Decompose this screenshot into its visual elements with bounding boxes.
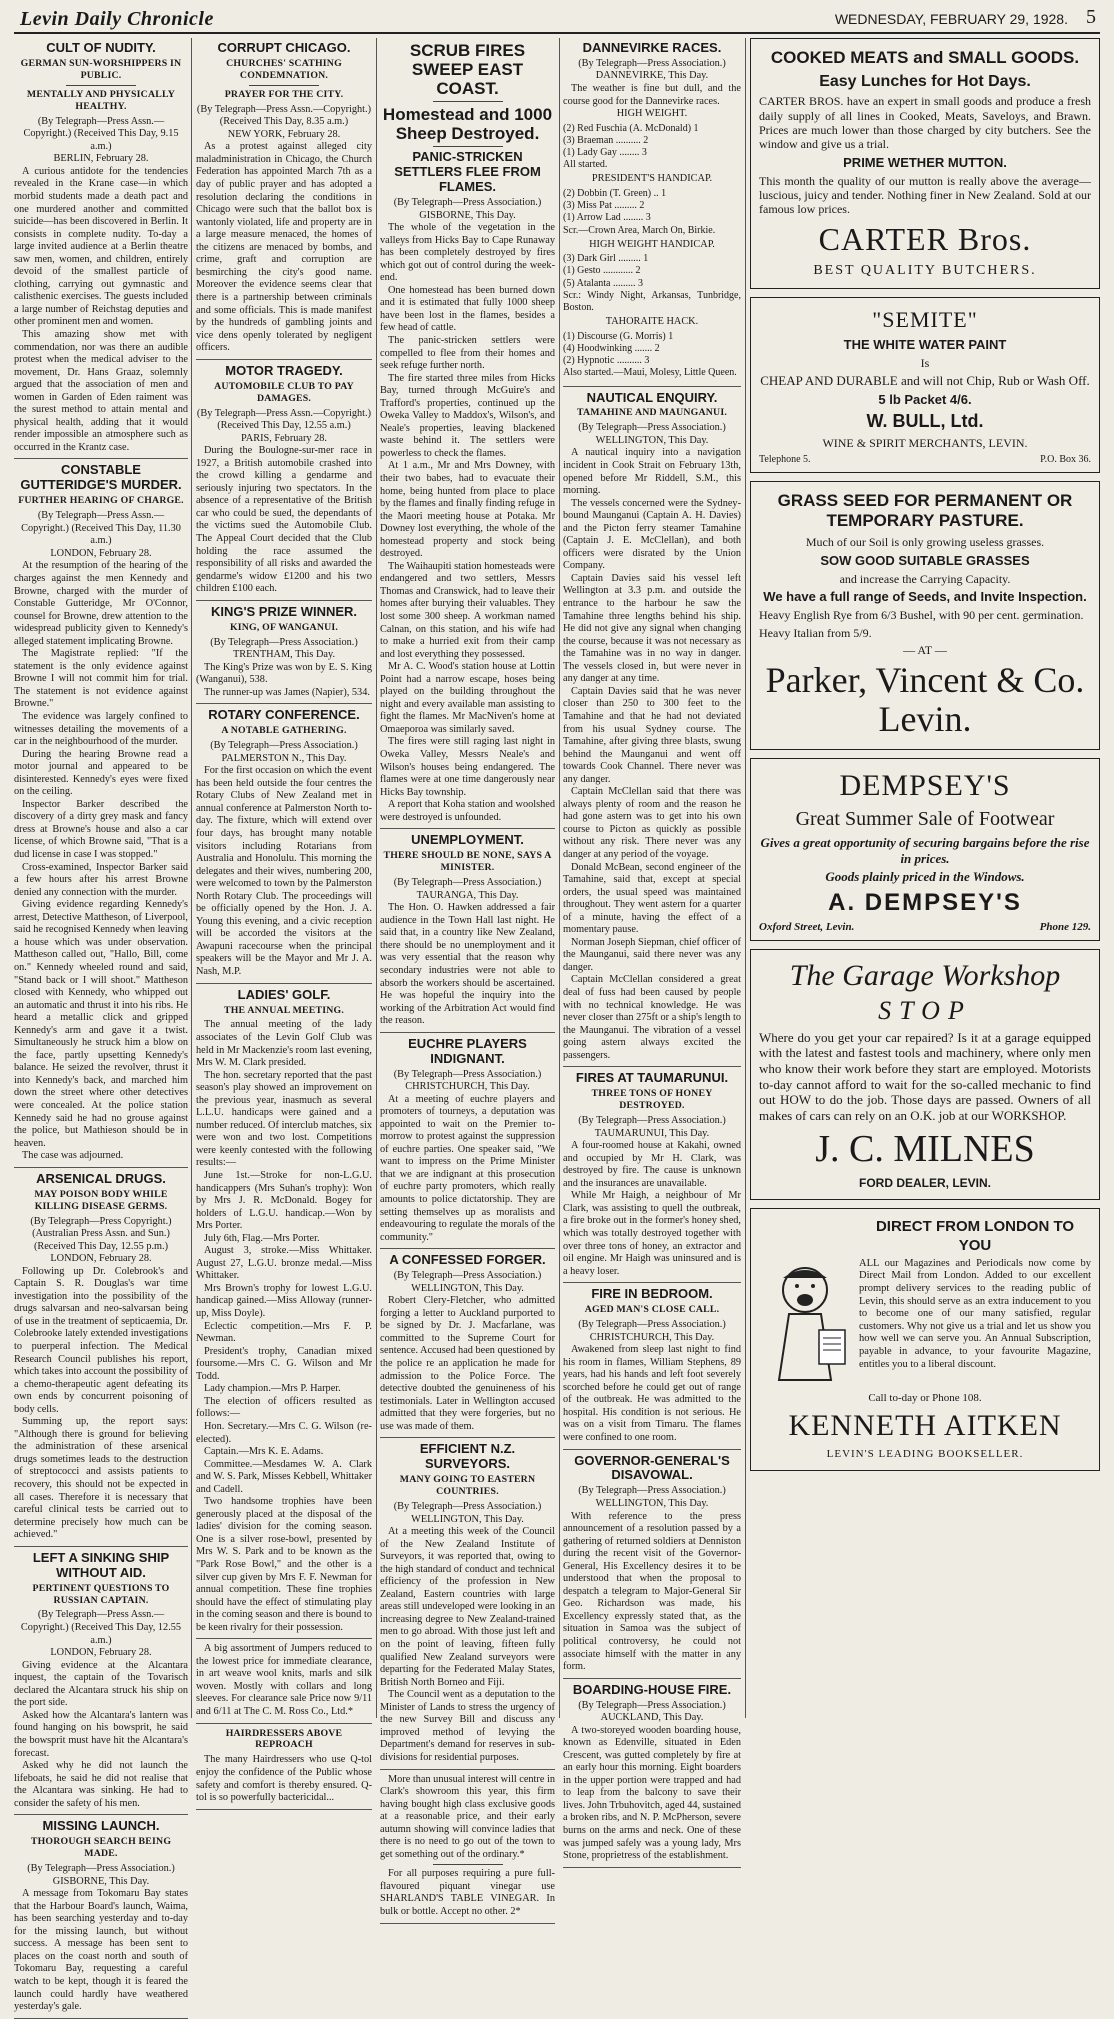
paragraph: The fires were still raging last night in Oweka Valley, Messrs Neale's and Wilson's houses being endangered. The flames were at one time dangerously near Hicks Bay township. [380, 736, 555, 798]
byline: (By Telegraph—Press Association.) [578, 422, 726, 434]
paragraph: A message from Tokomaru Bay states that the Harbour Board's launch, Waima, has been searching yesterday and to-day for the missing launch, but without success. A message has been sent to places on the coast north and south of Tokomaru Bay, requesting a careful watch to be kept, though it is feared the launch could hardly have weathered yesterday's gale. [14, 1888, 188, 2013]
article-scrub-fires [380, 41, 555, 829]
paragraph: Two handsome trophies have been generously placed at the disposal of the ladies' division for the coming season. One is a silver rose-bowl, presented by Mrs W. S. Park and to be known as the "Park Rose Bowl," and the other is a silver cup given by Mrs F. F. Newman for annual competition. These fine trophies should have the effect of stimulating play in the coming season and there is bound to be keen rivalry for their possession. [196, 1496, 372, 1633]
article-nautical-enquiry [563, 391, 741, 1068]
ad-line: Heavy English Rye from 6/3 Bushel, with 90 per cent. germination. [759, 608, 1084, 623]
article-arsenical-drugs [14, 1172, 188, 1547]
result-line: (2) Dobbin (T. Green) .. 1 [563, 187, 667, 199]
paragraph: The Magistrate replied: "If the statement is the only evidence against Browne I will not commit him for trial. The statement is not evidence against Browne." [14, 648, 188, 710]
paragraph: During the Boulogne-sur-mer race in 1927, a British automobile crashed into the crowd killing a gendarme and seriously injuring two spectators. In the absence of a representative of the British car who could be sued, the dependants of the victims sued the Automobile Club. The Appeal Court decided that the Club holding the race assumed the responsibility of all risks and awarded the gendarme's widow £1200 and his two children £100 each. [196, 445, 372, 595]
paragraph: The annual meeting of the lady associates of the Levin Golf Club was held in Mr Mackenzie's room last evening, Mrs W. M. Clark presided. [196, 1019, 372, 1069]
paragraph: A curious antidote for the tendencies revealed in the Krane case—in which morbid students made a death pact and one murdered another and committed suicide—has been discovered in Berlin. It consists in complete nudity. To-day a large invited audience at a Berlin theatre saw men, women, and children, entirely devoid of the smallest particle of clothing, carrying out gymnastic and calisthenic exercises. The guests included a large number of Reichstag deputies and other prominent men and women. [14, 165, 188, 328]
newsboy-illustration [759, 1260, 851, 1388]
divider [433, 101, 503, 102]
paragraph: This amazing show met with commendation, nor was there an audible protest when the medical adviser to the movement, Dr. Hans Graaz, solemnly argued that the association of men and women in Garden of Eden raiment was the surest method to attain mental and physical health, adding that it would render impossible an atmosphere such as occurred in the Krantz case. [14, 328, 188, 453]
ad-line: CHEAP AND DURABLE and will not Chip, Rub or Wash Off. [760, 373, 1090, 389]
headline: LADIES' GOLF. [237, 986, 331, 1002]
paragraph: Asked how the Alcantara's lantern was found hanging on his bowsprit, he said the bowsprit must have hit the Alcantara's forecast. [14, 1709, 188, 1759]
race-results [563, 253, 741, 314]
byline: (By Telegraph—Press Assn.—Copyright.) (Received This Day, 11.30 a.m.) [21, 510, 181, 547]
paragraph: Giving evidence regarding Kennedy's arrest, Detective Mattheson, of Liverpool, said he recognised Kennedy when leaving a house which was under observation. Mattheson called out, "Hallo, Bill, come on." Kennedy wheeled round and said, "Stand back or I will shoot." Mattheson closed with Kennedy, who whipped out an automatic and thrust it into his ribs. He heard a metallic click and gripped Kennedy's arm and gave it a twist. Simultaneously he struck him a blow on the face, partly upsetting Kennedy's balance. He seized the revolver, thrust it into Kennedy's back, and marched him down the street where other detectives were concealed. At the police station Kennedy said he had no grouse against the police, but Mathieson should be in heaven. [14, 899, 188, 1149]
paragraph: The King's Prize was won by E. S. King (Wanganui), 538. [196, 661, 372, 686]
headline: LEFT A SINKING SHIP WITHOUT AID. [32, 1549, 170, 1580]
ad-contact-row [759, 454, 1091, 466]
dateline: WELLINGTON, This Day. [595, 1497, 709, 1509]
article-corrupt-chicago [196, 41, 372, 360]
byline: (By Telegraph—Press Assn.—Copyright.) (Received This Day, 9.15 a.m.) [23, 115, 179, 152]
divider [249, 85, 319, 86]
ad-line: Is [920, 355, 930, 370]
paragraph: Captain McClellan said that there was always plenty of room and the reason he had gone astern was to get into his own course to Picton as quickly as possible without any risk. There never was any danger at any period of the voyage. [563, 786, 741, 860]
result-line: (5) Atalanta ......... 3 [563, 277, 643, 289]
article-motor-tragedy [196, 364, 372, 601]
dateline: LONDON, February 28. [50, 1253, 152, 1265]
dateline: TAUMARUNUI, This Day. [594, 1127, 710, 1139]
column-5-ads [750, 38, 1100, 1718]
subheadline: Homestead and 1000 Sheep Destroyed. [382, 105, 553, 144]
paragraph: Awakened from sleep last night to find his room in flames, William Stephens, 89 years, had his hands and left foot severely scorched before he could get out of range of the outbreak. He was admitted to the hospital. His condition is not serious. He was on a visit from Timaru. The flames were confined to one room. [563, 1344, 741, 1443]
notice-clarks-and-vinegar [380, 1774, 555, 1924]
race-results [563, 188, 741, 237]
paragraph: Robert Clery-Fletcher, who admitted forging a letter to Auckland purported to be signed by Dr. J. Macfarlane, was committed to the Supreme Court for sentence. Accused had been questioned by the police re an application he made for admission to the Police Force. The detective doubted the genuineness of his testimonials. Later in Wellington accused admitted that they were forgeries, but no use was made of them. [380, 1295, 555, 1432]
headline: SCRUB FIRES SWEEP EAST COAST. [409, 41, 526, 99]
article-fires-taumarunui [563, 1071, 741, 1283]
byline: (By Telegraph—Press Association.) [210, 636, 358, 648]
ad-pobox: P.O. Box 36. [1040, 453, 1091, 465]
subheadline: THOROUGH SEARCH BEING MADE. [30, 1836, 172, 1860]
paragraph: Norman Joseph Siepman, chief officer of the Maunganui, said there never was any danger. [563, 936, 741, 973]
subheadline: THREE TONS OF HONEY DESTROYED. [591, 1088, 713, 1112]
paragraph: Asked why he did not launch the lifeboats, he said he did not realise that the Alcantara was sinking. He had to consider the safety of his men. [14, 1760, 188, 1809]
paragraph: For all purposes requiring a pure full-flavoured piquant vinegar use SHARLAND'S TABLE VINEGAR. In bulk or bottle. Accept no other. 2* [380, 1868, 555, 1917]
ad-title: "SEMITE" [872, 306, 978, 332]
headline: EFFICIENT N.Z. SURVEYORS. [419, 1441, 516, 1472]
paragraph: A report that Koha station and woolshed were destroyed is unfounded. [380, 799, 555, 823]
paragraph: A two-storeyed wooden boarding house, known as Edenville, situated in Eden Crescent, was gutted completely by fire at an early hour this morning. Eight boarders in the upper portion were trapped and had to leap from the balcony to save their lives. John Trbuhovitch, aged 44, sustained a broken ribs, and N. P. McPherson, severe burns on the arms and neck. One of these was jumped safely was a young lady, Mrs Stone, proprietress of the establishment. [563, 1724, 741, 1862]
paragraph: The Waihaupiti station homesteads were endangered and two settlers, Messrs Thomas and Cranswick, had to leave their homes after burying their valuables. They lost some 300 sheep. A workman named Calnan, on this station, and his wife had to make a hurried exit from their camp and lost everything they possessed. [380, 560, 555, 660]
dateline: LONDON, February 28. [50, 1647, 152, 1659]
paragraph: A four-roomed house at Kakahi, owned and occupied by Mr H. Clark, was destroyed by fire. The cause is unknown and the insurances are unavailable. [563, 1140, 741, 1189]
paragraph: The panic-stricken settlers were compelled to flee from their homes and seek refuge further north. [380, 334, 555, 372]
paragraph: President's trophy, Canadian mixed foursome.—Mrs C. G. Wilson and Mr Todd. [196, 1345, 372, 1382]
divider [433, 1864, 503, 1865]
ad-title: The Garage Workshop [789, 959, 1061, 993]
ad-semite-paint [750, 297, 1100, 473]
headline: BOARDING-HOUSE FIRE. [572, 1681, 732, 1697]
dateline: LONDON, February 28. [50, 547, 152, 559]
subheadline: PERTINENT QUESTIONS TO RUSSIAN CAPTAIN. [32, 1582, 170, 1606]
newspaper-title: Levin Daily Chronicle [20, 8, 214, 30]
article-sinking-ship [14, 1551, 188, 1816]
subheadline: FURTHER HEARING OF CHARGE. [18, 495, 184, 507]
ad-phone: Phone 129. [1039, 920, 1091, 933]
paragraph: The election of officers resulted as follows:— [196, 1395, 372, 1420]
race-results [563, 123, 741, 172]
subheadline: A NOTABLE GATHERING. [221, 725, 347, 737]
byline: (By Telegraph—Press Association.) [393, 196, 542, 208]
paragraph: During the hearing Browne read a motor journal and appeared to be disinterested. Kennedy's eyes were fixed on the ceiling. [14, 748, 188, 798]
headline: FIRES AT TAUMARUNUI. [575, 1070, 729, 1086]
ad-brand: A. DEMPSEY'S [828, 889, 1022, 917]
paragraph: June 1st.—Stroke for non-L.G.U. handicappers (Mrs Suhan's trophy): Won by Mrs J. R. McDonald. Bogey for holders of L.G.U. handicap.—Won by Mrs Porter. [196, 1170, 372, 1232]
headline: A CONFESSED FORGER. [389, 1252, 546, 1268]
subheadline: TAMAHINE AND MAUNGANUI. [576, 407, 727, 419]
article-fire-in-bedroom [563, 1287, 741, 1449]
paragraph: A big assortment of Jumpers reduced to the lowest price for immediate clearance, in art weave wool knits, marls and silk woven. Mostly with collars and long sleeves. For clearance sale Price now 9/11 and 6/11 at The C. M. Ross Co., Ltd.* [196, 1643, 372, 1717]
subheadline: AUTOMOBILE CLUB TO PAY DAMAGES. [214, 380, 354, 404]
ad-line: WINE & SPIRIT MERCHANTS, LEVIN. [822, 435, 1028, 450]
paragraph: The weather is fine but dull, and the course good for the Dannevirke races. [563, 83, 741, 107]
race-title: PRESIDENT'S HANDICAP. [591, 173, 713, 185]
dateline: NEW YORK, February 28. [227, 128, 341, 140]
dateline: PALMERSTON N., This Day. [221, 752, 347, 764]
ad-brand: W. BULL, Ltd. [866, 410, 984, 431]
subheadline: HAIRDRESSERS ABOVE REPROACH [225, 1727, 343, 1751]
headline: ARSENICAL DRUGS. [36, 1170, 166, 1186]
headline: KING'S PRIZE WINNER. [210, 603, 358, 619]
ad-heading: PRIME WETHER MUTTON. [843, 154, 1007, 170]
paragraph: At 1 a.m., Mr and Mrs Downey, with their two babes, had to evacuate their home, being hunted from place to place by the flames and finally finding refuge in the Maori meeting house at Potaka. Mr Downey lost everything, the whole of the homestead property and stock being destroyed. [380, 460, 555, 560]
headline: MISSING LAUNCH. [42, 1818, 160, 1834]
page-number: 5 [1086, 6, 1096, 28]
subheadline: THERE SHOULD BE NONE, SAYS A MINISTER. [383, 850, 552, 874]
paragraph: While Mr Haigh, a neighbour of Mr Clark, was assisting to quell the outbreak, a fire broke out in the former's honey shed, which was totally destroyed together with over three tons of honey, an extractor and oil engine. Mr Haigh was uninsured and is a heavy loser. [563, 1190, 741, 1277]
result-line: (3) Miss Pat ......... 2 [563, 200, 645, 212]
result-line: (2) Hypnotic .......... 3 [563, 355, 650, 367]
paragraph: Captain Davies said his vessel left Wellington at 3.3 p.m. and outside the entrance to the harbour he saw the Tamahine three lengths behind his ship. He did not give any signal when changing the course, because it was not necessary as the Tamahine was in no way in danger. The vessels closed in, but were never in any danger at any time. [563, 572, 741, 685]
ad-line: THE WHITE WATER PAINT [843, 336, 1007, 352]
result-line: (3) Braeman .......... 2 [563, 134, 649, 146]
paragraph: Inspector Barker described the discovery of a dirty grey mask and fancy dress at Browne's house and also a car license, of which Browne said, "That is a dud license in case I was stopped." [14, 798, 188, 861]
subheadline: PRAYER FOR THE CITY. [224, 88, 344, 100]
ad-line: SOW GOOD SUITABLE GRASSES [820, 552, 1030, 568]
subheadline: GERMAN SUN-WORSHIPPERS IN PUBLIC. [20, 57, 182, 81]
ad-title: GRASS SEED FOR PERMANENT OR TEMPORARY PASTURE. [777, 490, 1073, 531]
byline: (By Telegraph—Press Association.) [578, 1319, 726, 1331]
paragraph: August 3, stroke.—Miss Whittaker. August 27, L.G.U. bronze medal.—Miss Whittaker. [196, 1245, 372, 1282]
byline: (By Telegraph—Press Association.) [393, 1501, 542, 1513]
byline: (By Telegraph—Press Association.) [27, 1863, 175, 1875]
article-dannevirke-races [563, 41, 741, 387]
paragraph: Captain McClellan considered a great deal of fuss had been caused by people with no technical knowledge. He was never closer than 275ft or a ship's length to the Maunganui. The vibration of a vessel going astern always excited the passengers. [563, 974, 741, 1061]
dateline: TAURANGA, This Day. [416, 889, 519, 901]
byline: (By Telegraph—Press Association.) [393, 1270, 542, 1282]
article-missing-launch [14, 1819, 188, 2018]
dateline: TRENTHAM, This Day. [232, 649, 336, 661]
byline: (By Telegraph—Press Assn.—Copyright.) (Received This Day, 12.55 a.m.) [196, 407, 372, 432]
ad-line: Goods plainly priced in the Windows. [825, 869, 1025, 885]
result-line: Also started.—Maui, Molesy, Little Queen. [563, 367, 737, 379]
paragraph: Hon. Secretary.—Mrs C. G. Wilson (re-elected). [196, 1420, 372, 1445]
article-gutteridge-murder [14, 463, 188, 1167]
result-line: (2) Red Fuschia (A. McDonald) 1 [563, 122, 699, 134]
result-line: All started. [563, 159, 608, 171]
paragraph: Captain Davies said that he was never closer than 250 to 300 feet to the Tamahine and that he had not deviated from his usual Sydney course. The Tamahine, after giving three blasts, swung behind the Maunganui and went off towards Cook Channel. There never was any danger. [563, 685, 741, 785]
paragraph: Lady champion.—Mrs P. Harper. [204, 1383, 341, 1395]
dateline: AUCKLAND, This Day. [600, 1712, 704, 1724]
paragraph: The runner-up was James (Napier), 534. [204, 686, 370, 698]
result-line: (4) Hoodwinking ....... 2 [563, 342, 660, 354]
article-boarding-house-fire [563, 1683, 741, 1868]
subheadline: THE ANNUAL MEETING. [223, 1004, 345, 1016]
race-title: HIGH WEIGHT. [616, 108, 688, 120]
divider [66, 85, 136, 86]
ad-dempseys [750, 758, 1100, 941]
article-unemployment [380, 833, 555, 1032]
ad-brand: Parker, Vincent & Co. Levin. [765, 659, 1085, 740]
issue-date: WEDNESDAY, FEBRUARY 29, 1928. [834, 11, 1068, 27]
subheadline: MENTALLY AND PHYSICALLY HEALTHY. [26, 88, 176, 112]
dateline: GISBORNE, This Day. [52, 1875, 150, 1887]
article-ladies-golf [196, 988, 372, 1640]
headline: UNEMPLOYMENT. [411, 832, 524, 848]
paragraph: The vessels concerned were the Sydney-bound Maunganui (Captain A. H. Davies) and the Picton ferry steamer Tamahine (Captain J. E. McClellan), and both officers were disrated by the Union Company. [563, 497, 741, 572]
byline: (By Telegraph—Press Association.) [393, 1068, 542, 1080]
column-rule [745, 38, 746, 1718]
ad-line: — AT — [903, 642, 947, 657]
result-line: (3) Dark Girl ......... 1 [563, 253, 649, 265]
ad-brand: J. C. MILNES [815, 1128, 1035, 1171]
ad-garage-workshop [750, 949, 1100, 1200]
paragraph: At a meeting of euchre players and promoters of tourneys, a deputation was appointed to wait on the Premier to-morrow to protest against the suppression of euchre parties. One speaker said, "We want to impress on the Prime Minister that we are indignant at this prosecution of euchre party promoters, which really amounts to police dictatorship. They are setting themselves up as moralists and endeavouring to regulate the morals of the community." [380, 1093, 555, 1243]
column-4 [563, 38, 741, 1862]
column-2 [196, 38, 372, 1804]
ad-footer: LEVIN'S LEADING BOOKSELLER. [826, 1447, 1024, 1460]
ad-subtitle: Great Summer Sale of Footwear [795, 808, 1055, 831]
byline: (By Telegraph—Press Association.) [210, 740, 358, 752]
article-euchre-players [380, 1037, 555, 1250]
paragraph: At the resumption of the hearing of the charges against the men Kennedy and Browne, charged with the murder of Constable Gutteridge, Mr O'Connor, counsel for Browne, drew attention to the widespread publicity given to Kennedy's alleged statement implicating Browne. [14, 560, 188, 647]
ad-line: Much of our Soil is only growing useless grasses. [805, 535, 1045, 550]
column-3 [380, 38, 555, 1917]
column-rule [191, 38, 192, 1718]
ad-grass-seed [750, 481, 1100, 750]
dateline: CHRISTCHURCH, This Day. [589, 1331, 715, 1343]
paragraph: A nautical inquiry into a navigation incident in Cook Strait on February 13th, opened before Mr Riddell, S.M., this morning. [563, 447, 741, 497]
ad-title: DEMPSEY'S [839, 768, 1011, 802]
paragraph: The many Hairdressers who use Q-tol enjoy the confidence of the Public whose safety and comfort is thereby ensured. Q-tol is so powerfully bactericidal... [196, 1754, 372, 1804]
ad-title: COOKED MEATS and SMALL GOODS. [770, 48, 1080, 67]
byline: (By Telegraph—Press Assn.—Copyright.) (Received This Day, 12.55 a.m.) [20, 1609, 182, 1646]
paragraph: The case was adjourned. [22, 1150, 124, 1162]
ad-carter-bros [750, 38, 1100, 289]
ad-body: CARTER BROS. have an expert in small goods and produce a fresh daily supply of all lines in Cooked, Meats, Saveloys, and Brawn. Prices are much lower than those charged by city butchers. See the window and give us a trial. [759, 94, 1091, 152]
subheadline: MAY POISON BODY WHILE KILLING DISEASE GERMS. [34, 1188, 168, 1212]
ad-kenneth-aitken [750, 1208, 1100, 1471]
headline: EUCHRE PLAYERS INDIGNANT. [408, 1035, 527, 1066]
subheadline: MANY GOING TO EASTERN COUNTRIES. [399, 1474, 536, 1498]
byline: (By Telegraph—Press Assn.—Copyright.) (Received This Day, 8.35 a.m.) [196, 103, 372, 128]
subheadline: KING, OF WANGANUI. [229, 621, 339, 633]
notice-hairdressers [196, 1728, 372, 1810]
byline: (By Telegraph—Press Association.) [393, 877, 542, 889]
paragraph: The evidence was largely confined to witnesses detailing the movements of a car in the neighbourhood of the murder. [14, 711, 188, 748]
result-line: (1) Gesto ............ 2 [563, 265, 641, 277]
byline: (By Telegraph—Press Association.) [578, 1115, 726, 1127]
ad-subtitle: Easy Lunches for Hot Days. [819, 72, 1031, 90]
paragraph: The hon. secretary reported that the past season's play showed an improvement on the previous year, inasmuch as several L.L.U. handicaps were gained and a number reduced. Of interclub matches, six were won and two lost. Competitions were keenly contested with the following results:— [196, 1069, 372, 1169]
paragraph: Donald McBean, second engineer of the Tamahine, said that, except at special orders, the usual speed was maintained throughout. They went astern for a quarter of a minute, having the effect of a momentary pause. [563, 861, 741, 936]
paragraph: For the first occasion on which the event has been held outside the four centres the Rotary Clubs of New Zealand met in annual conference at Palmerston North to-day. The fixture, which will extend over four days, has brought many notable visitors including Rotarians from Australia and Honolulu. This morning the delegates and their wives, numbering 200, were welcomed to town by the Palmerston North Rotary Club. The proceedings will be officially opened by the Hon. J. A. Young this evening, and a civic reception will be accorded the visitors at the Awapuni racecourse when the principal speakers will be the Mayor and Mr J. A. Nash, M.P. [196, 765, 372, 978]
race-title: HIGH WEIGHT HANDICAP. [589, 238, 715, 250]
byline: (By Telegraph—Press Association.) [578, 57, 726, 69]
result-line: (1) Lady Gay ........ 3 [563, 147, 647, 159]
paragraph: Mrs Brown's trophy for lowest L.G.U. handicap gained.—Miss Alloway (runner-up, Miss Doyle). [196, 1282, 372, 1320]
ad-line: Gives a great opportunity of securing bargains before the rise in prices. [760, 834, 1090, 866]
column-rule [559, 38, 560, 1718]
dateline: WELLINGTON, This Day. [411, 1513, 524, 1525]
article-governor-general [563, 1454, 741, 1679]
masthead [14, 6, 1100, 34]
ad-footer: FORD DEALER, LEVIN. [858, 1175, 991, 1190]
result-line: (1) Discourse (G. Morris) 1 [563, 330, 674, 342]
article-kings-prize [196, 605, 372, 705]
article-confessed-forger [380, 1253, 555, 1438]
ad-line: and increase the Carrying Capacity. [839, 571, 1011, 586]
paragraph: The Hon. O. Hawken addressed a fair audience in the Town Hall last night. He said that, in a country like New Zealand, there should be no unemployment and it was very essential that the reason why secondary industries were not able to absorb the workers should be ascertained. He was hopeful the inquiry into the working of the Arbitration Act would find the reason. [380, 902, 555, 1027]
ad-telephone: Telephone 5. [759, 453, 811, 465]
headline: MOTOR TRAGEDY. [225, 362, 343, 378]
paragraph: Summing up, the report says: "Although there is ground for believing the administration of these arsenical drugs sometimes leads to the destruction of streptococci and assists patients to recovery, this should not be expected in all cases. Therefore it is necessary that careful clinical tests be carried out to determine precisely how much can be achieved." [14, 1416, 188, 1541]
ad-brand: KENNETH AITKEN [788, 1409, 1062, 1443]
headline: FIRE IN BEDROOM. [591, 1286, 713, 1302]
column-1 [14, 38, 188, 2013]
paragraph: Eclectic competition.—Mrs F. P. Newman. [196, 1320, 372, 1345]
dateline: GISBORNE, This Day. [419, 209, 516, 221]
paragraph: Committee.—Mesdames W. A. Clark and W. S. Park, Misses Kebbell, Whittaker and Cadell. [196, 1458, 372, 1495]
paragraph: Captain.—Mrs K. E. Adams. [204, 1446, 324, 1458]
ad-address: Oxford Street, Levin. [759, 920, 855, 933]
divider [433, 146, 503, 147]
dateline: BERLIN, February 28. [53, 153, 149, 165]
ad-tagline: BEST QUALITY BUTCHERS. [813, 262, 1037, 278]
paragraph: Cross-examined, Inspector Barker said a few hours after his arrest Browne denied any connection with the murder. [14, 861, 188, 898]
headline: NAUTICAL ENQUIRY. [586, 389, 718, 405]
headline: CULT OF NUDITY. [46, 40, 156, 55]
byline: (By Telegraph—Press Copyright.) (Australian Press Assn. and Sun.) (Received This Day, 12.55 p.m.) [30, 1215, 172, 1252]
paragraph: Following up Dr. Colebrook's and Captain S. R. Douglas's war time investigation into the possibility of the drugs salvarsan and neo-salvarsan being of use in the treatment of septicaemia, Dr. Colebrooke lately extended investigations to puerperal infection. The Medical Research Council publishes his report, which takes into account the possibility of a chemo-therapeutic agent defeating its own ends by concurrent poisoning of body cells. [14, 1265, 188, 1415]
dateline: WELLINGTON, This Day. [595, 434, 709, 446]
byline: (By Telegraph—Press Association.) [578, 1699, 726, 1711]
result-line: Scr.—Crown Area, March On, Birkie. [563, 224, 716, 236]
article-cult-of-nudity [14, 41, 188, 459]
subheadline: AGED MAN'S CLOSE CALL. [584, 1304, 720, 1316]
dateline: WELLINGTON, This Day. [411, 1282, 524, 1294]
ad-contact-row [759, 921, 1091, 934]
ad-line: 5 lb Packet 4/6. [878, 392, 972, 408]
paragraph: Mr A. C. Wood's station house at Lottin Point had a narrow escape, hoses being played on the building throughout the night and every available man assisting to fight the flames. Mr MacNiven's home at Omaeporoa was similarly saved. [380, 661, 555, 735]
result-line: (1) Arrow Lad ........ 3 [563, 212, 651, 224]
result-line: Scr.: Windy Night, Arkansas, Tunbridge, Boston. [563, 289, 741, 314]
notice-jumpers [196, 1643, 372, 1723]
race-title: TAHORAITE HACK. [605, 316, 699, 328]
ad-phone: Call to-day or Phone 108. [868, 1391, 982, 1404]
subheadline: CHURCHES' SCATHING CONDEMNATION. [226, 57, 342, 81]
subheadline: PANIC-STRICKEN SETTLERS FLEE FROM FLAMES. [394, 149, 541, 195]
headline: CORRUPT CHICAGO. [217, 40, 351, 55]
ad-body: This month the quality of our mutton is really above the average—luscious, juicy and tender. Nothing finer in New Zealand. Sold at our famous low prices. [759, 173, 1091, 217]
race-results [563, 331, 741, 380]
ad-stop: STOP [878, 996, 972, 1026]
headline: CONSTABLE GUTTERIDGE'S MURDER. [20, 462, 182, 493]
ad-line: Heavy Italian from 5/9. [759, 625, 872, 640]
headline: GOVERNOR-GENERAL'S DISAVOWAL. [574, 1452, 730, 1483]
dateline: PARIS, February 28. [240, 432, 327, 444]
dateline: CHRISTCHURCH, This Day. [405, 1081, 530, 1093]
paragraph: The fire started three miles from Hicks Bay, turned through McGuire's and Trafford's properties, continued up the Oweka Valley to Maddox's, Wilson's, and Neale's properties, leaving blackened waste behind it. The settlers were powerless to check the flames. [380, 372, 555, 459]
paragraph: At a meeting this week of the Council of the New Zealand Institute of Surveyors, it was reported that, owing to the high standard of conduct and technical efficiency of the profession in New Zealand, Eastern countries with large areas still undeveloped were looking in an increasing degree to New Zealand-trained men to go abroad. With those just left and on the point of leaving, fifteen fully qualified New Zealand surveyors were departing for the Federated Malay States, British North Borneo and Fiji. [380, 1526, 555, 1688]
paragraph: As a protest against alleged city maladministration in Chicago, the Church Federation has appointed March 7th as a day of public prayer and has adopted a resolution declaring the conditions in Chicago were such that the ballot box is wantonly violated, life and property are in a large measure menaced, the homes of the citizens are menaced by bombs, and crime, graft and corruption are besmirching the city's good name. Moreover the evidence seems clear that there is a partnership between criminals and some officials. This is made manifest by the hundreds of gambling joints and vice dens openly tolerated by negligent officers. [196, 141, 372, 354]
paragraph: One homestead has been burned down and it is estimated that fully 1000 sheep have been lost in the flames, besides a few head of cattle. [380, 284, 555, 334]
ad-body: ALL our Magazines and Periodicals now come by Direct Mail from London. Added to our excellent prompt delivery services to the reading public of Levin, this should serve as an extra inducement to you to become one of our many satisfied, regular customers. Why not give us a trial and let us show you how well we can serve you. An Annual Subscription, payable in advance, to your favourite Magazine, entitles you to a liberal discount. [859, 1257, 1091, 1370]
paragraph: With reference to the press announcement of a resolution passed by a gathering of returned soldiers at Denniston during the recent visit of the Governor-General, His Excellency desires it to be understood that when the proposal to despatch a telegram to Major-General Sir Geo. Richardson was made, his Excellency expressly stated that, as the situation in Samoa was the subject of political controversy, he could not associate himself with the matter in any form. [563, 1510, 741, 1673]
byline: (By Telegraph—Press Association.) [578, 1485, 726, 1497]
paragraph: The Council went as a deputation to the Minister of Lands to stress the urgency of the new Survey Bill and discuss any improved method of levying the Department's demand for reserves in sub-divisions for residential purposes. [380, 1689, 555, 1763]
paragraph: July 6th, Flag.—Mrs Porter. [204, 1232, 320, 1244]
article-rotary-conference [196, 708, 372, 983]
headline: ROTARY CONFERENCE. [208, 707, 360, 723]
ad-title: DIRECT FROM LONDON TO YOU [875, 1218, 1075, 1254]
dateline: DANNEVIRKE, This Day. [595, 70, 709, 82]
ad-line: We have a full range of Seeds, and Invite Inspection. [763, 589, 1087, 605]
column-rule [376, 38, 377, 1718]
paragraph: Giving evidence at the Alcantara inquest, the captain of the Tovarisch declared the Alcantara struck his ship on the port side. [14, 1659, 188, 1709]
ad-body: Where do you get your car repaired? Is it at a garage equipped with the latest and fastest tools and machinery, where only men who know their work before they start are employed. Motorists to-day cannot afford to wait for the so-called mechanic to find out HOW to do the job. Those days are passed. Owners of all makes of cars can rely on an O.K. job at our WORKSHOP. [759, 1029, 1091, 1123]
headline: DANNEVIRKE RACES. [582, 40, 722, 55]
article-nz-surveyors [380, 1442, 555, 1769]
ad-brand: CARTER Bros. [818, 220, 1032, 257]
paragraph: More than unusual interest will centre in Clark's showroom this year, this firm having bought high class exclusive goods at a reasonable price, and their early autumn showing will convince ladies that there is no need to go out of the town to get something out of the ordinary.* [380, 1773, 555, 1860]
paragraph: The whole of the vegetation in the valleys from Hicks Bay to Cape Runaway has been completely destroyed by fires which got out of control during the week-end. [380, 222, 555, 284]
